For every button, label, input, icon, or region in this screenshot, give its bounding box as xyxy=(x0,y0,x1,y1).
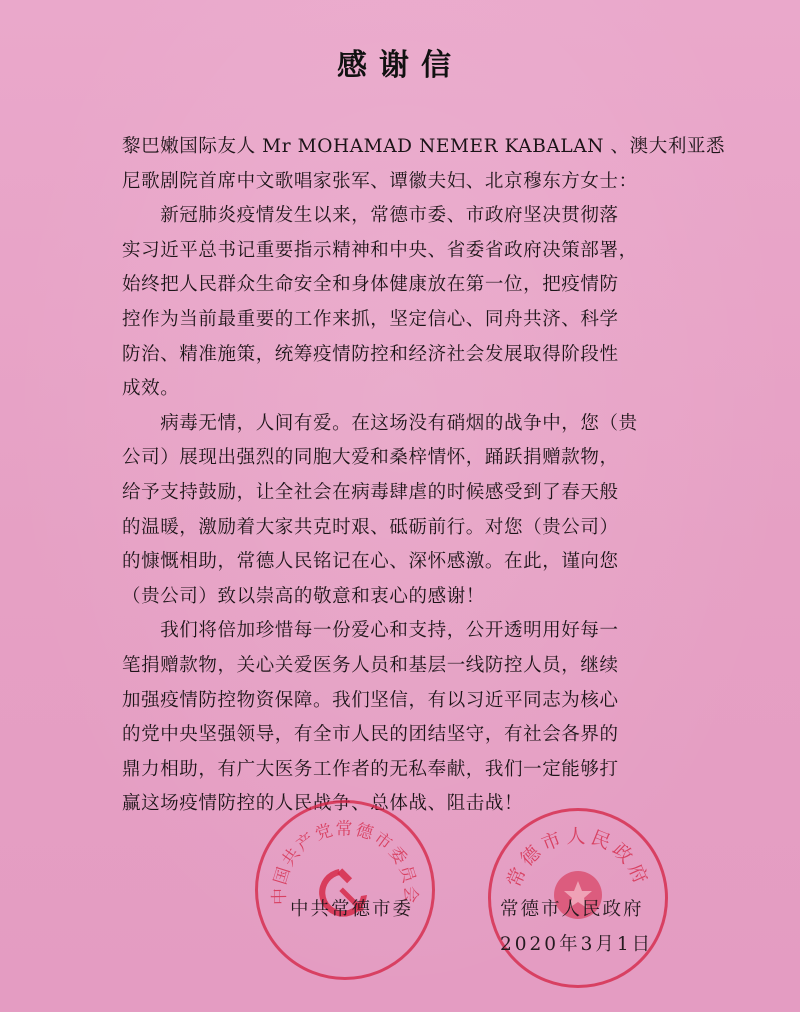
letter-line: 公司）展现出强烈的同胞大爱和桑梓情怀，踊跃捐赠款物， xyxy=(122,447,619,469)
letter-line: 给予支持鼓励，让全社会在病毒肆虐的时候感受到了春天般 xyxy=(122,481,619,503)
letter-line: 尼歌剧院首席中文歌唱家张军、谭徽夫妇、北京穆东方女士： xyxy=(122,170,638,192)
letter-line: 的慷慨相助，常德人民铭记在心、深怀感激。在此，谨向您 xyxy=(122,551,619,573)
letter-line: 实习近平总书记重要指示精神和中央、省委省政府决策部署， xyxy=(122,239,638,261)
letter-line: 的党中央坚强领导，有全市人民的团结坚守，有社会各界的 xyxy=(122,724,619,746)
letter-line: 鼎力相助，有广大医务工作者的无私奉献，我们一定能够打 xyxy=(122,758,619,780)
government-seal-ring-text: 常德市人民政府 xyxy=(502,825,654,891)
party-seal-ring-text: 中国共产党常德市委员会 xyxy=(269,819,421,906)
party-committee-seal xyxy=(255,800,435,980)
letter-line: 赢这场疫情防控的人民战争、总体战、阻击战！ xyxy=(122,793,524,815)
letter-line: （贵公司）致以崇高的敬意和衷心的感谢！ xyxy=(122,585,485,607)
letter-line: 我们将倍加珍惜每一份爱心和支持，公开透明用好每一 xyxy=(122,620,619,642)
letter-line: 防治、精准施策，统筹疫情防控和经济社会发展取得阶段性 xyxy=(122,343,619,365)
letter-date: 2020年3月1日 xyxy=(500,934,654,955)
letter-line: 控作为当前最重要的工作来抓，坚定信心、同舟共济、科学 xyxy=(122,308,619,330)
letter-line: 黎巴嫩国际友人 Mr MOHAMAD NEMER KABALAN 、澳大利亚悉 xyxy=(122,136,726,157)
signature-party-committee: 中共常德市委 xyxy=(290,899,414,920)
letter-line: 成效。 xyxy=(122,378,180,400)
letter-line: 始终把人民群众生命安全和身体健康放在第一位，把疫情防 xyxy=(122,274,619,296)
letter-line: 的温暖，激励着大家共克时艰、砥砺前行。对您（贵公司） xyxy=(122,516,619,538)
letter-line: 笔捐赠款物，关心关爱医务人员和基层一线防控人员，继续 xyxy=(122,654,619,676)
signature-government: 常德市人民政府 xyxy=(500,899,644,920)
letter-line: 加强疫情防控物资保障。我们坚信，有以习近平同志为核心 xyxy=(122,689,619,711)
letter-body xyxy=(122,130,726,822)
party-seal-graphic xyxy=(258,803,432,977)
letter-line: 新冠肺炎疫情发生以来，常德市委、市政府坚决贯彻落 xyxy=(122,205,619,227)
letter-title: 感谢信 xyxy=(337,48,463,83)
letter-line: 病毒无情，人间有爱。在这场没有硝烟的战争中，您（贵 xyxy=(122,412,638,434)
